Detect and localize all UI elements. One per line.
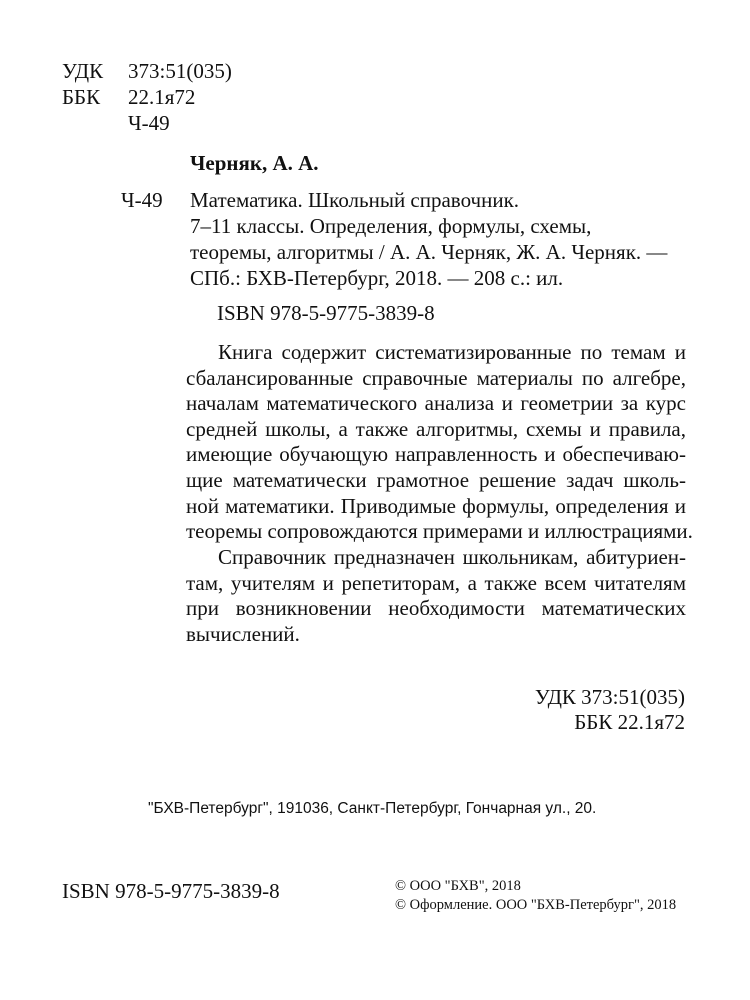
annotation-line: средней школы, а также алгоритмы, схемы и правила, [186,416,686,441]
annotation-line: там, учителям и репетиторам, а также всем читателям [186,570,686,595]
bibliographic-description [190,187,667,291]
isbn-entry: ISBN 978-5-9775-3839-8 [217,301,435,325]
author-heading: Черняк, А. А. [190,151,319,175]
bbk-label: ББК [62,85,101,109]
annotation-line: теоремы сопровождаются примерами и иллюстрациями. [186,519,693,544]
description-line: 7–11 классы. Определения, формулы, схемы, [190,214,592,238]
description-line: Математика. Школьный справочник. [190,188,520,212]
udk-label: УДК [62,59,104,83]
annotation-line: при возникновении необходимости математических [186,596,686,621]
description-line: СПб.: БХВ-Петербург, 2018. — 208 с.: ил. [190,266,564,290]
annotation-line: вычислений. [186,621,300,646]
author-mark-code: Ч-49 [121,188,163,212]
author-mark: Ч-49 [128,111,170,135]
description-line: теоремы, алгоритмы / А. А. Черняк, Ж. А. Черняк. — [190,240,668,264]
annotation-line: ной математики. Приводимые формулы, определения и [186,493,686,518]
annotation-line: Справочник предназначен школьникам, абитуриен- [218,545,686,569]
annotation-line: Книга содержит систематизированные по темам и [218,340,686,364]
annotation-paragraph-2 [186,545,686,647]
bbk-right: ББК 22.1я72 [574,710,685,734]
isbn-footer: ISBN 978-5-9775-3839-8 [62,879,280,903]
annotation-line: началам математического анализа и геометрии за курс [186,391,686,416]
annotation-line: щие математически грамотное решение задач школь- [186,467,686,492]
copyright-line: © Оформление. ООО "БХВ-Петербург", 2018 [395,897,677,913]
bbk-value: 22.1я72 [128,85,196,109]
udk-value: 373:51(035) [128,59,232,83]
publisher-address: "БХВ-Петербург", 191036, Санкт-Петербург, Гончарная ул., 20. [148,800,597,817]
annotation-paragraph-1 [186,340,693,545]
udk-right: УДК 373:51(035) [534,685,685,709]
copyright-line: © ООО "БХВ", 2018 [395,878,521,894]
annotation-line: сбалансированные справочные материалы по алгебре, [186,365,686,390]
annotation-line: имеющие обучающую направленность и обеспечиваю- [186,442,686,467]
